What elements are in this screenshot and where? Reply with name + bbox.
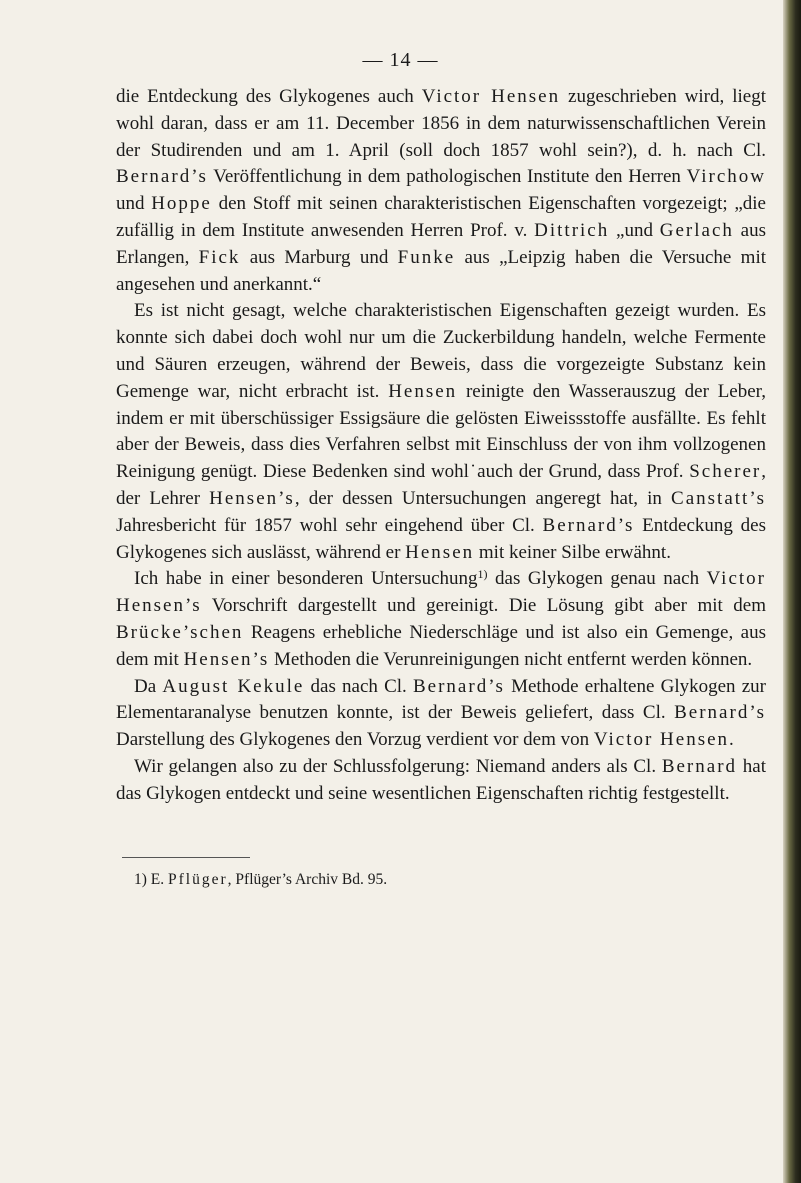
spaced-name: Hensen xyxy=(388,380,458,402)
spaced-name: Hensen’s xyxy=(209,487,295,509)
text-run: zugeschrieben wird, liegt wohl daran, dass er am 11. December 1856 in dem naturwissenschaftlichen Verein der Studirenden und am 1. April (soll doch 1857 wohl sein?), d. h. nach Cl. xyxy=(116,86,766,161)
text-run: Es ist nicht gesagt, welche charakteristischen Eigenschaften gezeigt wurden. Es konnte sich dabei doch wohl nur um die Zuckerbildung handeln, welche Fermente und Säuren erzeugen, während der Beweis, dass die vorgezeigte Substanz kein Gemenge war, nicht erbracht ist. xyxy=(116,300,766,402)
text-run: Methoden die Verunreinigungen nicht entfernt werden können. xyxy=(269,648,753,670)
spaced-name: Funke xyxy=(397,246,456,268)
spaced-name: Victor Hensen’s xyxy=(116,568,766,617)
footnote-marker: 1) E. xyxy=(134,871,169,888)
text-run: „und xyxy=(609,219,660,241)
spaced-name: Victor Hensen xyxy=(593,729,730,751)
text-run: Veröffentlichung in dem pathologischen Institute den Herren xyxy=(207,166,687,188)
text-run: Methode erhaltene Glykogen zur Elementaranalyse benutzen konnte, ist der Beweis geliefert, dass Cl. xyxy=(116,675,766,724)
text-run: , der Lehrer xyxy=(116,461,766,509)
footnote-divider xyxy=(122,857,250,858)
body-text xyxy=(116,84,766,808)
spaced-name: August Kekule xyxy=(162,675,305,697)
text-run: Wir gelangen also zu der Schlussfolgerung: Niemand anders als Cl. xyxy=(134,755,662,777)
spaced-name: Bernard’s xyxy=(413,675,505,697)
spaced-name: Bernard’s xyxy=(542,514,635,536)
paragraph-4 xyxy=(116,674,766,754)
spaced-name: Canstatt’s xyxy=(671,487,766,509)
spaced-name: Bernard’s xyxy=(674,702,766,724)
text-run: . xyxy=(729,729,734,751)
text-run: Ich habe in einer besonderen Untersuchung xyxy=(134,568,478,590)
text-run: Da xyxy=(134,675,163,697)
footnote xyxy=(134,870,387,890)
spaced-name: Virchow xyxy=(686,166,766,188)
spaced-name: Gerlach xyxy=(659,219,734,241)
spaced-name: Victor Hensen xyxy=(421,86,561,107)
spaced-name: Hoppe xyxy=(151,193,212,215)
footnote-reference: 1) xyxy=(477,567,488,582)
spaced-name: Bernard’s xyxy=(116,166,208,188)
spaced-name: Hensen’s xyxy=(183,648,270,670)
text-run: die Entdeckung des Glykogenes auch xyxy=(116,86,422,107)
text-run: , der dessen Untersuchungen angeregt hat, in xyxy=(294,487,672,509)
text-run: aus Marburg und xyxy=(240,246,398,268)
footnote-rest: , Pflüger’s Archiv Bd. 95. xyxy=(227,871,388,888)
text-run: und xyxy=(116,193,152,215)
footnote-author: Pflüger xyxy=(168,871,228,888)
spaced-name: Scherer xyxy=(689,461,762,483)
spaced-name: Hensen xyxy=(405,541,475,563)
text-run: Darstellung des Glykogenes den Vorzug verdient vor dem von xyxy=(116,729,594,751)
text-run: das nach Cl. xyxy=(304,675,413,697)
paragraph-5 xyxy=(116,754,766,808)
text-run: den Stoff mit seinen charakteristischen Eigenschaften vorgezeigt; „die zufällig in dem Institute anwesenden Herren Prof. v. xyxy=(116,193,766,241)
spaced-name: Brücke’schen xyxy=(116,621,244,643)
text-run: mit keiner Silbe erwähnt. xyxy=(474,541,671,563)
text-run: Vorschrift dargestellt und gereinigt. Die Lösung gibt aber mit dem xyxy=(201,595,766,617)
text-run: hat das Glykogen entdeckt und seine wesentlichen Eigenschaften richtig festgestellt. xyxy=(116,755,766,804)
spaced-name: Fick xyxy=(198,246,241,268)
paragraph-2 xyxy=(116,298,766,566)
text-run: Reagens erhebliche Niederschläge und ist also ein Gemenge, aus dem mit xyxy=(116,621,766,670)
paragraph-3 xyxy=(116,566,766,673)
text-run: Jahresbericht für 1857 wohl sehr eingehend über Cl. xyxy=(116,514,543,536)
paragraph-1 xyxy=(116,84,766,298)
page-number-header: — 14 — xyxy=(362,49,439,71)
text-run: aus Erlangen, xyxy=(116,219,767,268)
text-run: Entdeckung des Glykogenes sich auslässt, während er xyxy=(116,514,766,563)
text-run: reinigte den Wasserauszug der Leber, indem er mit überschüssiger Essigsäure die gelösten Eiweissstoffe ausfällte. Es fehlt aber der Beweis, dass dies Verfahren selbst mit Einschluss der von ihm vollzogenen Reinigung genügt. Diese Bedenken sind wohl˙auch der Grund, dass Prof. xyxy=(116,380,766,483)
text-run: aus „Leipzig haben die Versuche mit angesehen und anerkannt.“ xyxy=(116,246,767,295)
page-edge-shadow xyxy=(783,0,801,1183)
text-run: das Glykogen genau nach xyxy=(487,568,707,590)
spaced-name: Dittrich xyxy=(534,219,610,241)
spaced-name: Bernard xyxy=(661,755,738,777)
